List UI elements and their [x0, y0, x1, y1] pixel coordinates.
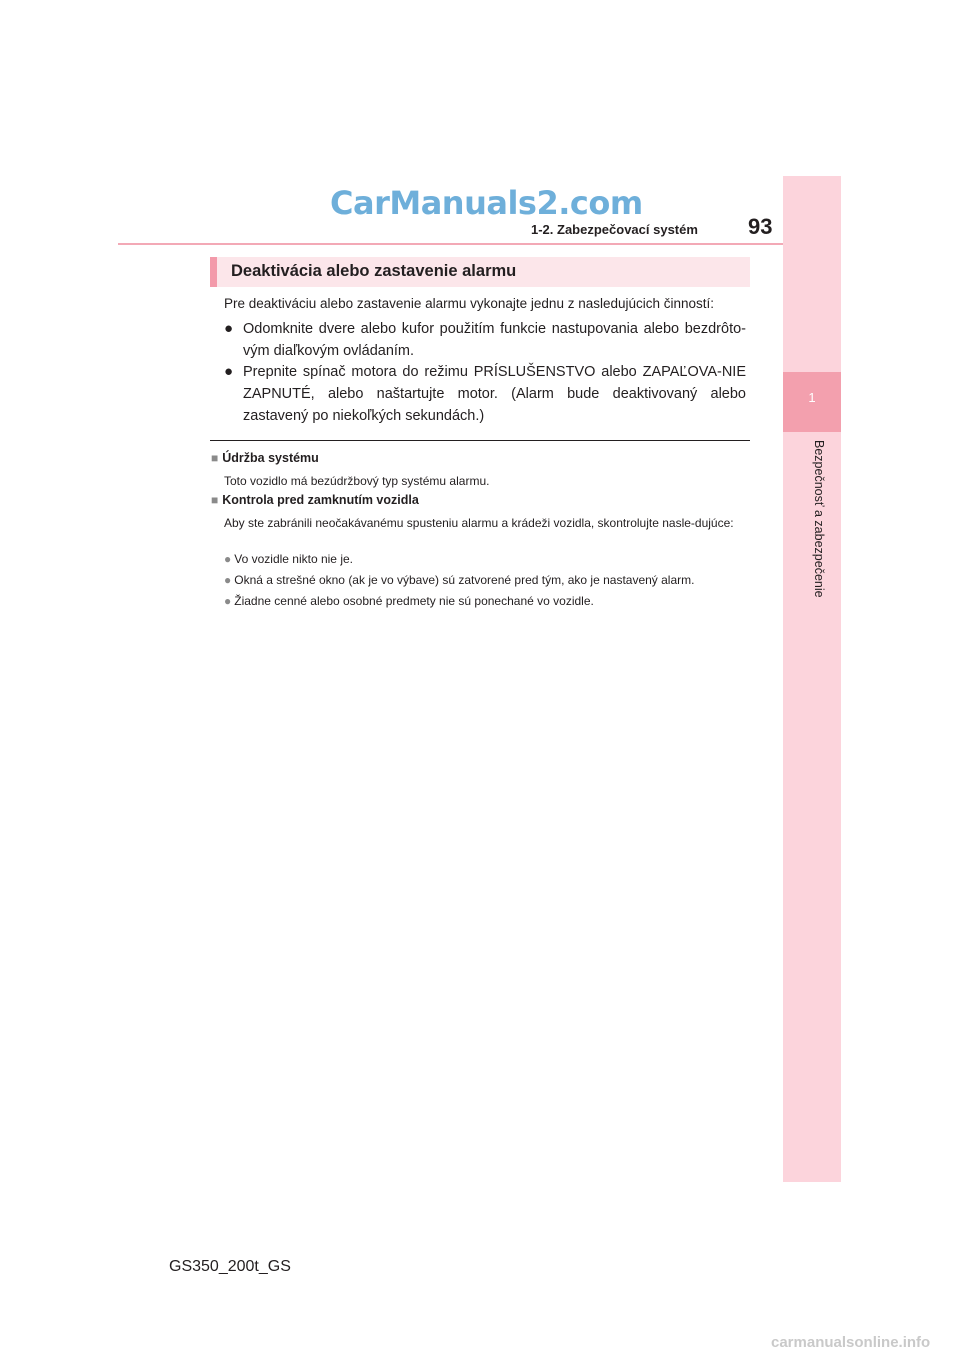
- bullet-dot-icon: ●: [224, 594, 232, 608]
- page-number: 93: [748, 214, 773, 239]
- bullet-dot-icon: ●: [224, 363, 234, 380]
- square-bullet-icon: ■: [211, 451, 219, 465]
- chapter-tab-number: 1: [808, 390, 816, 405]
- footer-watermark: carmanualsonline.info: [771, 1334, 931, 1351]
- bullet-dot-icon: ●: [224, 552, 232, 566]
- footer-model: GS350_200t_GS: [169, 1258, 291, 1275]
- list-item-text: Odomknite dvere alebo kufor použitím funkcie nastupovania alebo bezdrôto-vým diaľkovým ovládaním.: [243, 321, 746, 359]
- note-text: Aby ste zabránili neočakávanému spusteniu alarmu a krádeži vozidla, skontrolujte nasle-dujúce:: [224, 516, 734, 530]
- note-title-text: Kontrola pred zamknutím vozidla: [222, 493, 419, 507]
- note-title-text: Údržba systému: [222, 451, 319, 465]
- list-item: [224, 361, 746, 427]
- list-item-text: Žiadne cenné alebo osobné predmety nie sú ponechané vo vozidle.: [234, 594, 594, 608]
- section-title-bar: [210, 257, 750, 287]
- section-title: Deaktivácia alebo zastavenie alarmu: [231, 262, 517, 280]
- list-item-text: Okná a strešné okno (ak je vo výbave) sú zatvorené pred tým, ako je nastavený alarm.: [234, 573, 695, 587]
- section-divider: [210, 440, 750, 441]
- watermark-logo: CarManuals2.com: [330, 184, 643, 222]
- list-item-text: Vo vozidle nikto nie je.: [234, 552, 353, 566]
- side-band: [783, 176, 841, 1182]
- list-item: [224, 572, 754, 588]
- note-title: [211, 451, 319, 465]
- note-text: Toto vozidlo má bezúdržbový typ systému alarmu.: [224, 474, 490, 488]
- section-intro: Pre deaktiváciu alebo zastavenie alarmu vykonajte jednu z nasledujúcich činností:: [224, 296, 715, 311]
- header-divider: [118, 243, 841, 245]
- list-item-text: Prepnite spínač motora do režimu PRÍSLUŠENSTVO alebo ZAPAĽOVA-NIE ZAPNUTÉ, alebo naštartujte motor. (Alarm bude deaktivovaný alebo zastavený po niekoľkých sekundách.): [243, 364, 746, 424]
- list-item: [224, 551, 754, 567]
- note-title: [211, 493, 419, 507]
- chapter-tab-label: Bezpečnosť a zabezpečenie: [812, 440, 826, 598]
- square-bullet-icon: ■: [211, 493, 219, 507]
- bullet-dot-icon: ●: [224, 573, 232, 587]
- bullet-dot-icon: ●: [224, 320, 234, 337]
- section-header: 1-2. Zabezpečovací systém: [531, 222, 698, 237]
- list-item: [224, 593, 754, 609]
- list-item: [224, 318, 746, 362]
